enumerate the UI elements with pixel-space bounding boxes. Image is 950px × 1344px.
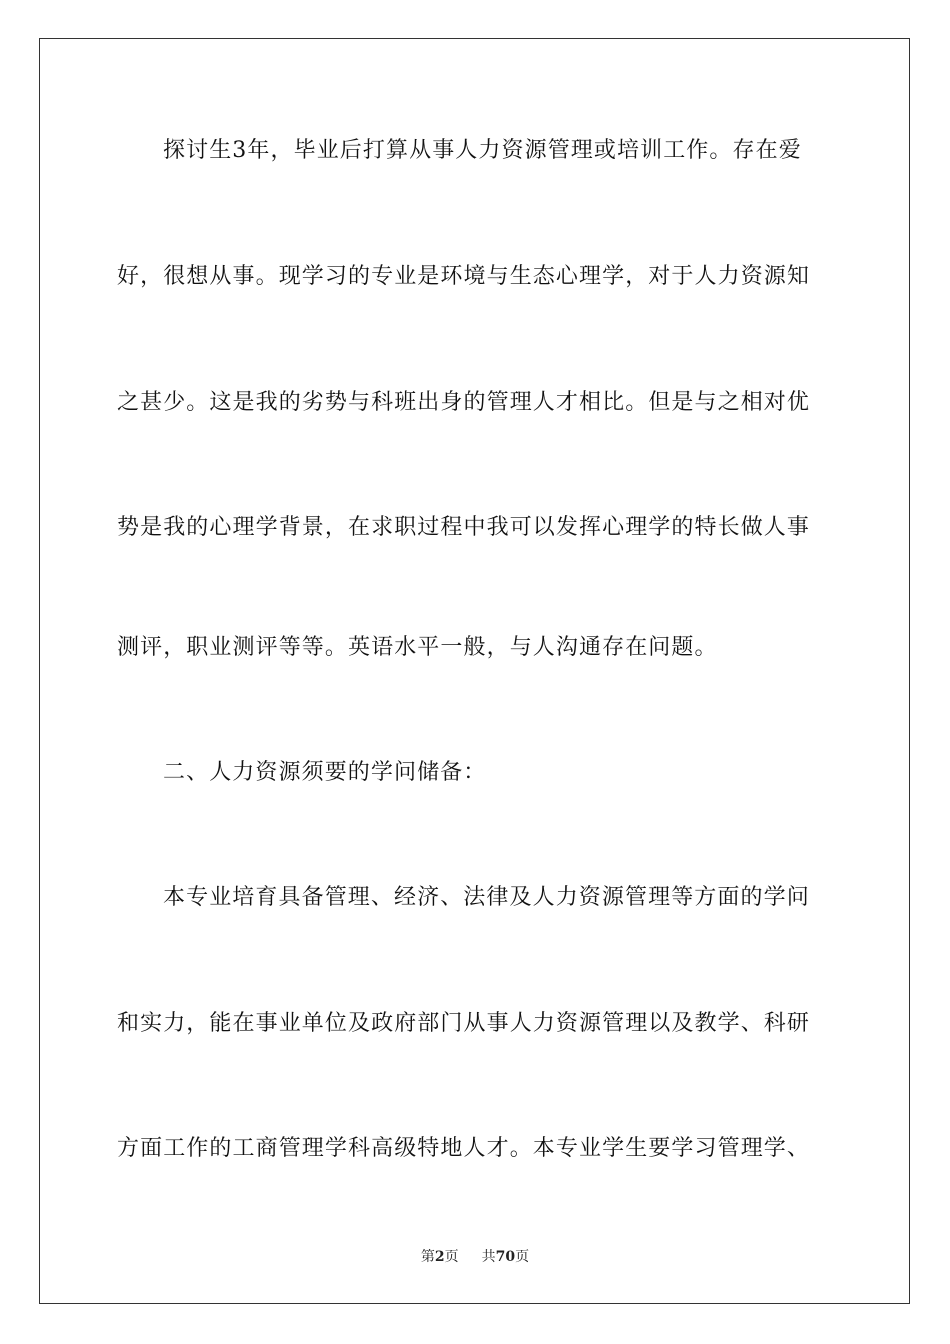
- page-footer: [0, 1248, 950, 1266]
- body-line-1: 探讨生3年，毕业后打算从事人力资源管理或培训工作。存在爱: [163, 138, 802, 163]
- body-line-4: 势是我的心理学背景，在求职过程中我可以发挥心理学的特长做人事: [117, 515, 811, 540]
- footer-total-suffix: 页: [515, 1249, 530, 1265]
- body-line-3: 之甚少。这是我的劣势与科班出身的管理人才相比。但是与之相对优: [117, 390, 811, 415]
- footer-total-prefix: 共: [481, 1249, 496, 1265]
- footer-page-prefix: 第: [420, 1249, 435, 1265]
- footer-total-number: 70: [495, 1249, 516, 1265]
- section-heading: 二、人力资源须要的学问储备：: [163, 760, 487, 785]
- footer-page-number: 2: [434, 1249, 445, 1265]
- body-line-7: 和实力，能在事业单位及政府部门从事人力资源管理以及教学、科研: [117, 1011, 811, 1036]
- body-line-6: 本专业培育具备管理、经济、法律及人力资源管理等方面的学问: [163, 885, 810, 910]
- page-border: [39, 38, 910, 1304]
- footer-page-suffix: 页: [444, 1249, 459, 1265]
- body-line-5: 测评，职业测评等等。英语水平一般，与人沟通存在问题。: [117, 635, 718, 660]
- body-line-8: 方面工作的工商管理学科高级特地人才。本专业学生要学习管理学、: [117, 1136, 811, 1161]
- body-line-2: 好，很想从事。现学习的专业是环境与生态心理学，对于人力资源知: [117, 264, 811, 289]
